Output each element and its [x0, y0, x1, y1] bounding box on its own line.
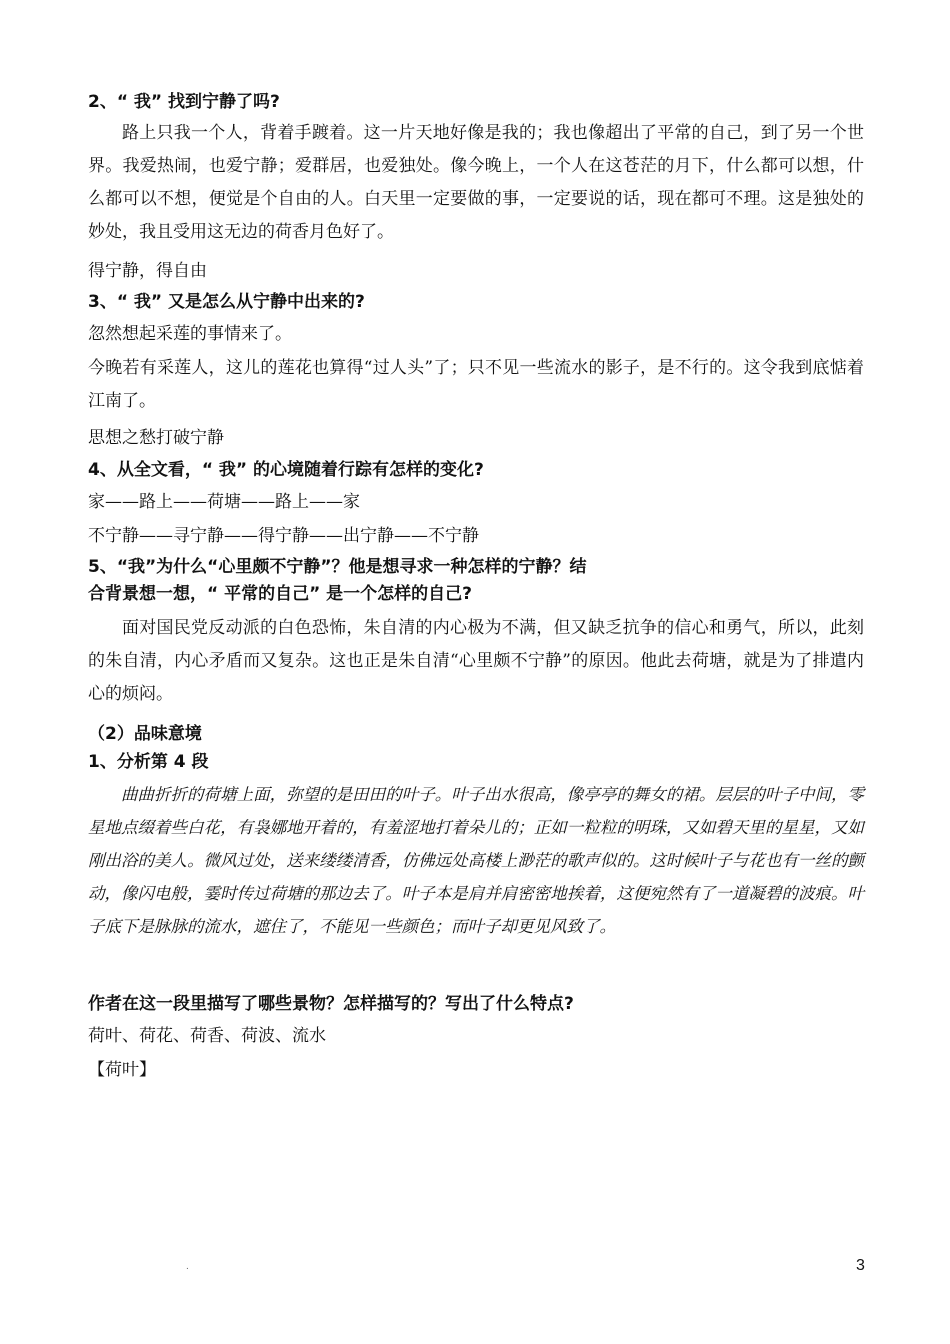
q4-moods: 不宁静——寻宁静——得宁静——出宁静——不宁静 — [88, 526, 479, 546]
q5-heading-line1: 5、“我”为什么“心里颇不宁静”？他是想寻求一种怎样的宁静？结 — [88, 557, 587, 577]
q2-heading: 2、“ 我” 找到宁静了吗? — [88, 92, 280, 112]
q3-line: 忽然想起采莲的事情来了。 — [88, 324, 292, 344]
section-subtitle: 1、分析第 4 段 — [88, 752, 209, 772]
q2-answer: 得宁静，得自由 — [88, 261, 207, 281]
q3-answer: 思想之愁打破宁静 — [88, 428, 224, 448]
q2-paragraph: 路上只我一个人，背着手踱着。这一片天地好像是我的；我也像超出了平常的自己，到了另一个世界。我爱热闹，也爱宁静；爱群居，也爱独处。像今晚上，一个人在这苍茫的月下，什么都可以想，什么都可以不想，便觉是个自由的人。白天里一定要做的事，一定要说的话，现在都可不理。这是独处的妙处，我且受用这无边的荷香月色好了。 — [88, 123, 864, 242]
q3-paragraph: 今晚若有采莲人，这儿的莲花也算得“过人头”了；只不见一些流水的影子，是不行的。这令我到底惦着江南了。 — [88, 358, 864, 411]
analysis-question: 作者在这一段里描写了哪些景物？怎样描写的？写出了什么特点? — [88, 994, 574, 1014]
section-title: （2）品味意境 — [88, 724, 202, 744]
q5-paragraph: 面对国民党反动派的白色恐怖，朱自清的内心极为不满，但又缺乏抗争的信心和勇气，所以，此刻的朱自清，内心矛盾而又复杂。这也正是朱自清“心里颇不宁静”的原因。他此去荷塘，就是为了排遣内心的烦闷。 — [88, 618, 864, 704]
quoted-passage: 曲曲折折的荷塘上面，弥望的是田田的叶子。叶子出水很高，像亭亭的舞女的裙。层层的叶子中间，零星地点缀着些白花，有袅娜地开着的，有羞涩地打着朵儿的；正如一粒粒的明珠，又如碧天里的星星，又如刚出浴的美人。微风过处，送来缕缕清香，仿佛远处高楼上渺茫的歌声似的。这时候叶子与花也有一丝的颤动，像闪电般，霎时传过荷塘的那边去了。叶子本是肩并肩密密地挨着，这便宛然有了一道凝碧的波痕。叶子底下是脉脉的流水，遮住了，不能见一些颜色；而叶子却更见风致了。 — [88, 785, 864, 936]
footer-dot: . — [186, 1261, 189, 1272]
q3-heading: 3、“ 我” 又是怎么从宁静中出来的? — [88, 292, 365, 312]
q4-places: 家——路上——荷塘——路上——家 — [88, 492, 360, 512]
q5-heading-line2: 合背景想一想，“ 平常的自己” 是一个怎样的自己? — [88, 584, 473, 604]
q4-heading: 4、从全文看，“ 我” 的心境随着行踪有怎样的变化? — [88, 460, 484, 480]
scenery-list: 荷叶、荷花、荷香、荷波、流水 — [88, 1026, 326, 1046]
lotus-leaf-label: 【荷叶】 — [88, 1060, 156, 1080]
page-number: 3 — [856, 1257, 865, 1274]
